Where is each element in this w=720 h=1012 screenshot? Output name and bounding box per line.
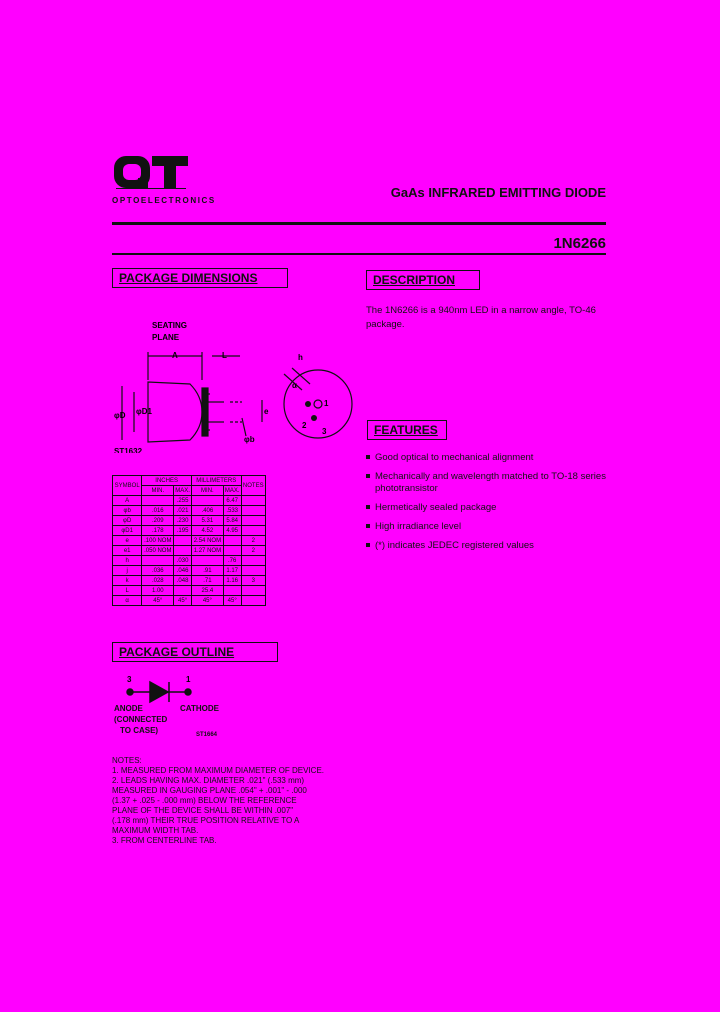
- dim-a-label: A: [172, 351, 178, 360]
- table-cell: [191, 556, 223, 566]
- table-cell: 25.4: [191, 586, 223, 596]
- table-cell: [142, 496, 174, 506]
- outline-pin-3: 3: [127, 675, 132, 684]
- table-cell: .91: [191, 566, 223, 576]
- table-cell: A: [113, 496, 142, 506]
- dim-l-label: L: [222, 351, 227, 360]
- package-outline-heading: PACKAGE OUTLINE: [112, 642, 278, 662]
- table-cell: 3: [241, 576, 265, 586]
- feature-item: (*) indicates JEDEC registered values: [366, 540, 616, 552]
- header-rule: [112, 222, 606, 225]
- table-row: [113, 576, 266, 586]
- table-cell: .030: [174, 556, 192, 566]
- table-header-symbol: SYMBOL: [113, 476, 142, 496]
- table-cell: .046: [174, 566, 192, 576]
- part-number: 1N6266: [553, 235, 606, 252]
- table-cell: 45°: [174, 596, 192, 606]
- outline-drawing-code: ST1664: [196, 732, 218, 738]
- table-header-in-max: MAX.: [175, 487, 190, 494]
- table-header-in-min: MIN.: [142, 486, 174, 496]
- note-line: (.178 mm) THEIR TRUE POSITION RELATIVE TO A: [112, 816, 300, 825]
- connected-label: (CONNECTED: [114, 715, 168, 724]
- table-row: [113, 586, 266, 596]
- table-cell: .76: [223, 556, 241, 566]
- table-cell: 5.31: [191, 516, 223, 526]
- logo-subtitle: OPTOELECTRONICS: [112, 196, 216, 205]
- description-text: The 1N6266 is a 940nm LED in a narrow angle, TO-46 package.: [366, 305, 596, 330]
- plane-label: PLANE: [152, 333, 180, 342]
- table-cell: .533: [223, 506, 241, 516]
- dim-d-label: φD: [114, 411, 126, 420]
- table-cell: [142, 556, 174, 566]
- feature-item: High irradiance level: [366, 521, 616, 533]
- description-heading: DESCRIPTION: [366, 270, 480, 290]
- table-cell: α: [113, 596, 142, 606]
- pin-1-label: 1: [324, 399, 329, 408]
- table-row: [113, 526, 266, 536]
- note-line: (1.37 + .025 - .000 mm) BELOW THE REFERENCE: [112, 796, 297, 805]
- table-cell: φD: [113, 516, 142, 526]
- outline-pin-1: 1: [186, 675, 191, 684]
- table-cell: 1.17: [223, 566, 241, 576]
- seating-label: SEATING: [152, 321, 187, 330]
- note-line: MAXIMUM WIDTH TAB.: [112, 826, 199, 835]
- table-cell: .71: [191, 576, 223, 586]
- table-cell: j: [113, 566, 142, 576]
- pin-2-label: 2: [302, 421, 307, 430]
- note-line: 1. MEASURED FROM MAXIMUM DIAMETER OF DEVICE.: [112, 766, 325, 775]
- case-label: TO CASE): [120, 726, 159, 735]
- table-cell: k: [113, 576, 142, 586]
- table-cell: .021: [174, 506, 192, 516]
- table-cell: 6.47: [223, 496, 241, 506]
- drawing-code: ST1632: [114, 447, 143, 453]
- feature-item: Hermetically sealed package: [366, 502, 616, 514]
- table-cell: .406: [191, 506, 223, 516]
- table-cell: [241, 586, 265, 596]
- table-cell: 4.95: [223, 526, 241, 536]
- table-cell: .050 NOM: [142, 546, 174, 556]
- table-row: [113, 536, 266, 546]
- table-cell: [174, 536, 192, 546]
- table-cell: φb: [113, 506, 142, 516]
- dimensions-table: [112, 475, 266, 606]
- cathode-label: CATHODE: [180, 704, 219, 713]
- table-cell: .016: [142, 506, 174, 516]
- table-cell: [241, 556, 265, 566]
- table-cell: L: [113, 586, 142, 596]
- table-cell: .255: [174, 496, 192, 506]
- table-row: [113, 566, 266, 576]
- table-cell: 1.27 NOM: [191, 546, 223, 556]
- note-line: 2. LEADS HAVING MAX. DIAMETER .021" (.533 mm): [112, 776, 305, 785]
- note-line: 3. FROM CENTERLINE TAB.: [112, 836, 217, 845]
- dimensions-table-body: [113, 496, 266, 606]
- dim-alpha-label: α: [292, 381, 297, 390]
- table-cell: .230: [174, 516, 192, 526]
- table-cell: .178: [142, 526, 174, 536]
- table-cell: .195: [174, 526, 192, 536]
- table-cell: 2: [241, 536, 265, 546]
- table-cell: [191, 496, 223, 506]
- table-cell: [241, 596, 265, 606]
- table-cell: 45°: [191, 596, 223, 606]
- table-cell: .209: [142, 516, 174, 526]
- table-row: [113, 516, 266, 526]
- table-cell: 2.54 NOM: [191, 536, 223, 546]
- table-cell: e: [113, 536, 142, 546]
- table-row: [113, 556, 266, 566]
- dim-b-label: φb: [244, 435, 255, 444]
- table-cell: h: [113, 556, 142, 566]
- table-cell: [241, 566, 265, 576]
- feature-item: Mechanically and wavelength matched to TO-18 series phototransistor: [366, 471, 616, 495]
- table-row: [113, 546, 266, 556]
- table-cell: 5.84: [223, 516, 241, 526]
- note-line: PLANE OF THE DEVICE SHALL BE WITHIN .007": [112, 806, 294, 815]
- table-cell: φD1: [113, 526, 142, 536]
- table-header-mm-max: MAX.: [224, 487, 240, 494]
- table-row: [113, 506, 266, 516]
- features-heading: FEATURES: [367, 420, 447, 440]
- table-header-inches: INCHES: [142, 476, 192, 486]
- package-dimensions-drawing: [112, 318, 362, 453]
- table-cell: .048: [174, 576, 192, 586]
- feature-item: Good optical to mechanical alignment: [366, 452, 616, 464]
- package-dimensions-heading: PACKAGE DIMENSIONS: [112, 268, 288, 288]
- notes-section: [112, 756, 342, 846]
- notes-heading: NOTES:: [112, 756, 142, 765]
- table-header-mm-min: MIN.: [191, 486, 223, 496]
- table-cell: [241, 516, 265, 526]
- table-cell: [241, 496, 265, 506]
- table-cell: [223, 536, 241, 546]
- table-header-notes: NOTES: [241, 476, 265, 496]
- table-cell: .100 NOM: [142, 536, 174, 546]
- table-cell: 4.52: [191, 526, 223, 536]
- table-cell: 2: [241, 546, 265, 556]
- features-list: [366, 452, 616, 559]
- table-cell: [241, 506, 265, 516]
- pin-3-label: 3: [322, 427, 327, 436]
- table-cell: 45°: [223, 596, 241, 606]
- dim-h-label: h: [298, 353, 303, 362]
- table-cell: [174, 546, 192, 556]
- part-rule: [112, 253, 606, 255]
- table-row: [113, 596, 266, 606]
- table-cell: .028: [142, 576, 174, 586]
- table-cell: [223, 546, 241, 556]
- table-row: [113, 496, 266, 506]
- table-cell: [223, 586, 241, 596]
- table-cell: 45°: [142, 596, 174, 606]
- table-cell: .036: [142, 566, 174, 576]
- table-header-millimeters: MILLIMETERS: [191, 476, 241, 486]
- table-cell: [174, 586, 192, 596]
- dim-e-label: e: [264, 407, 269, 416]
- table-cell: 1.00: [142, 586, 174, 596]
- table-cell: e1: [113, 546, 142, 556]
- document-title: GaAs INFRARED EMITTING DIODE: [390, 185, 606, 200]
- anode-label: ANODE: [114, 704, 143, 713]
- dim-d1-label: φD1: [136, 407, 152, 416]
- note-line: MEASURED IN GAUGING PLANE .054" + .001" - .000: [112, 786, 307, 795]
- table-cell: [241, 526, 265, 536]
- table-cell: 1.16: [223, 576, 241, 586]
